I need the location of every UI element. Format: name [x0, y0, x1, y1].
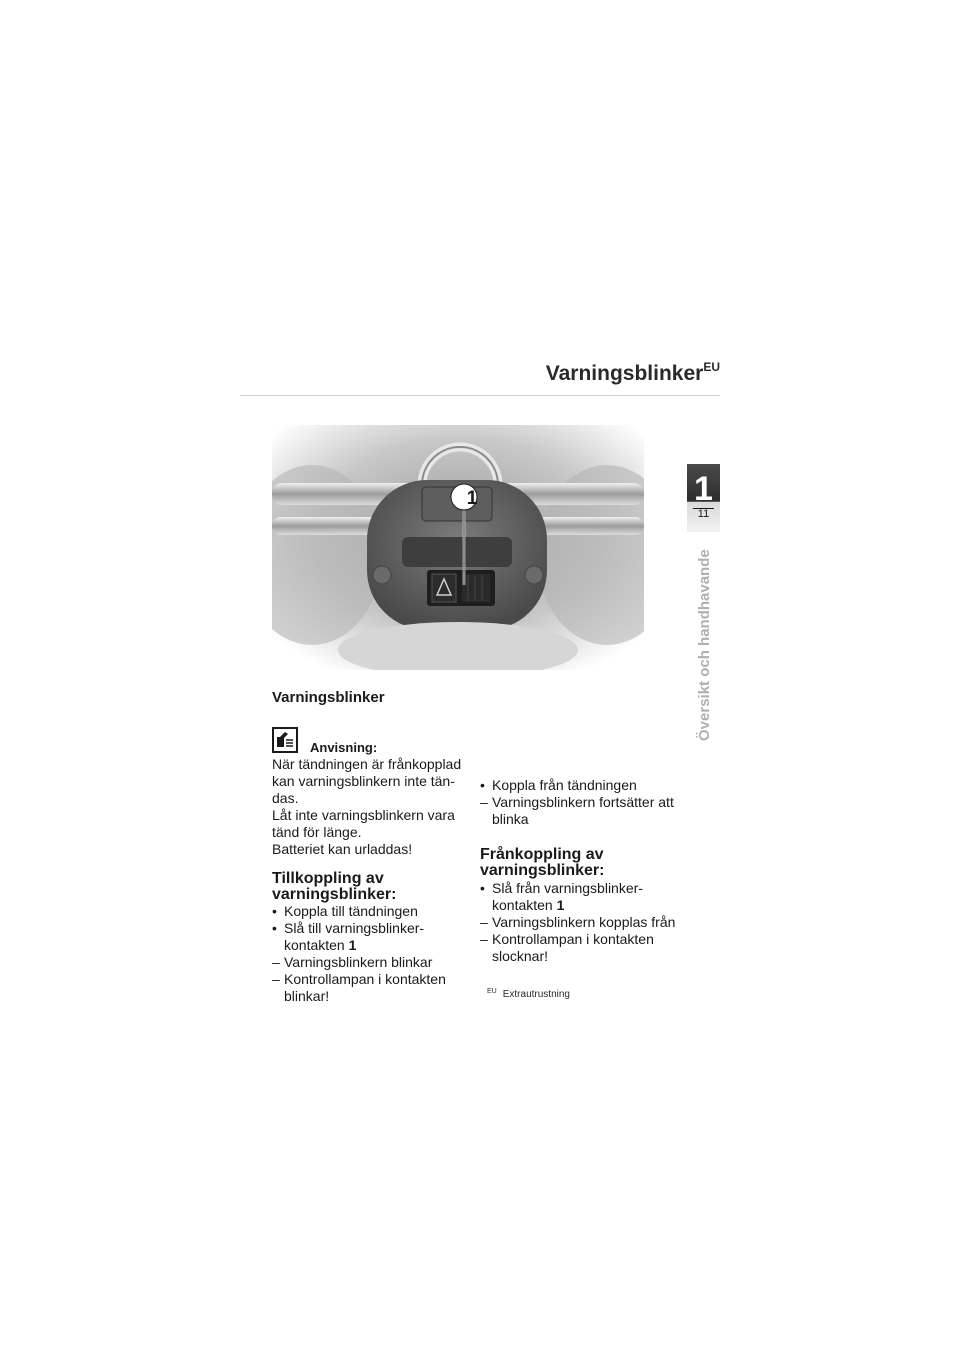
dash-mark: – [480, 914, 488, 930]
page-number: 11 [697, 508, 710, 520]
list-item [272, 971, 472, 1005]
hazard-switch-photo [272, 425, 644, 670]
list-item-text: Koppla från tändningen [492, 777, 637, 793]
list-item-text: kontakten [284, 937, 349, 953]
bullet-mark: • [272, 903, 277, 919]
list-item-text: blinkar! [284, 988, 330, 1004]
page-title-sup: EU [703, 360, 720, 374]
off-heading-line: Frånkoppling av [480, 846, 604, 863]
note-line: Låt inte varningsblinkern vara [272, 807, 455, 823]
page-title [440, 360, 720, 386]
bullet-mark: • [272, 920, 277, 936]
note-line: kan varningsblinkern inte tän- [272, 773, 455, 789]
dash-mark: – [272, 971, 280, 987]
dash-mark: – [480, 931, 488, 947]
list-item [480, 931, 690, 965]
list-item [480, 914, 690, 931]
on-heading-line: varningsblinker: [272, 886, 397, 903]
list-item [272, 903, 472, 920]
section-heading: Varningsblinker [272, 689, 385, 706]
footnote-text: Extrautrustning [502, 989, 570, 1000]
list-item-text: kontakten [492, 897, 557, 913]
bullet-mark: • [480, 777, 485, 793]
list-item-text: Varningsblinkern blinkar [284, 954, 433, 970]
page-title-text: Varningsblinker [545, 362, 704, 385]
on-steps [272, 903, 472, 1005]
on-heading-line: Tillkoppling av [272, 870, 384, 887]
note-line: das. [272, 790, 299, 806]
note-text [272, 756, 472, 858]
note-line: Batteriet kan urladdas! [272, 841, 413, 857]
list-item-text: blinka [492, 811, 529, 827]
list-item-text: Slå från varningsblinker- [492, 880, 643, 896]
item-reference: 1 [556, 897, 565, 913]
list-item-text: Slå till varningsblinker- [284, 920, 425, 936]
item-reference: 1 [348, 937, 357, 953]
off-steps [480, 880, 690, 965]
note-line: När tändningen är frånkopplad [272, 756, 462, 772]
bullet-mark: • [480, 880, 485, 896]
off-heading-line: varningsblinker: [480, 862, 605, 879]
footnote-mark: EU [487, 988, 497, 995]
list-item-text: Koppla till tändningen [284, 903, 418, 919]
list-item [272, 954, 472, 971]
list-item [480, 880, 690, 914]
list-item [272, 920, 472, 954]
note-line: tänd för länge. [272, 824, 362, 840]
chapter-number: 1 [694, 470, 713, 508]
off-heading [480, 847, 604, 879]
list-item-text: Varningsblinkern fortsätter att [492, 794, 674, 810]
note-icon [272, 727, 298, 753]
note-label: Anvisning: [310, 740, 378, 755]
section-label: Översikt och handhavande [696, 549, 713, 741]
dash-mark: – [272, 954, 280, 970]
list-item [480, 777, 690, 794]
off-ignition-steps [480, 777, 690, 828]
title-divider [240, 395, 720, 396]
photo-callout: 1 [466, 488, 478, 509]
list-item-text: Varningsblinkern kopplas från [492, 914, 676, 930]
list-item-text: slocknar! [492, 948, 549, 964]
list-item [480, 794, 690, 828]
list-item-text: Kontrollampan i kontakten [492, 931, 654, 947]
on-heading [272, 871, 396, 903]
dash-mark: – [480, 794, 488, 810]
footnote [487, 988, 570, 1000]
list-item-text: Kontrollampan i kontakten [284, 971, 446, 987]
